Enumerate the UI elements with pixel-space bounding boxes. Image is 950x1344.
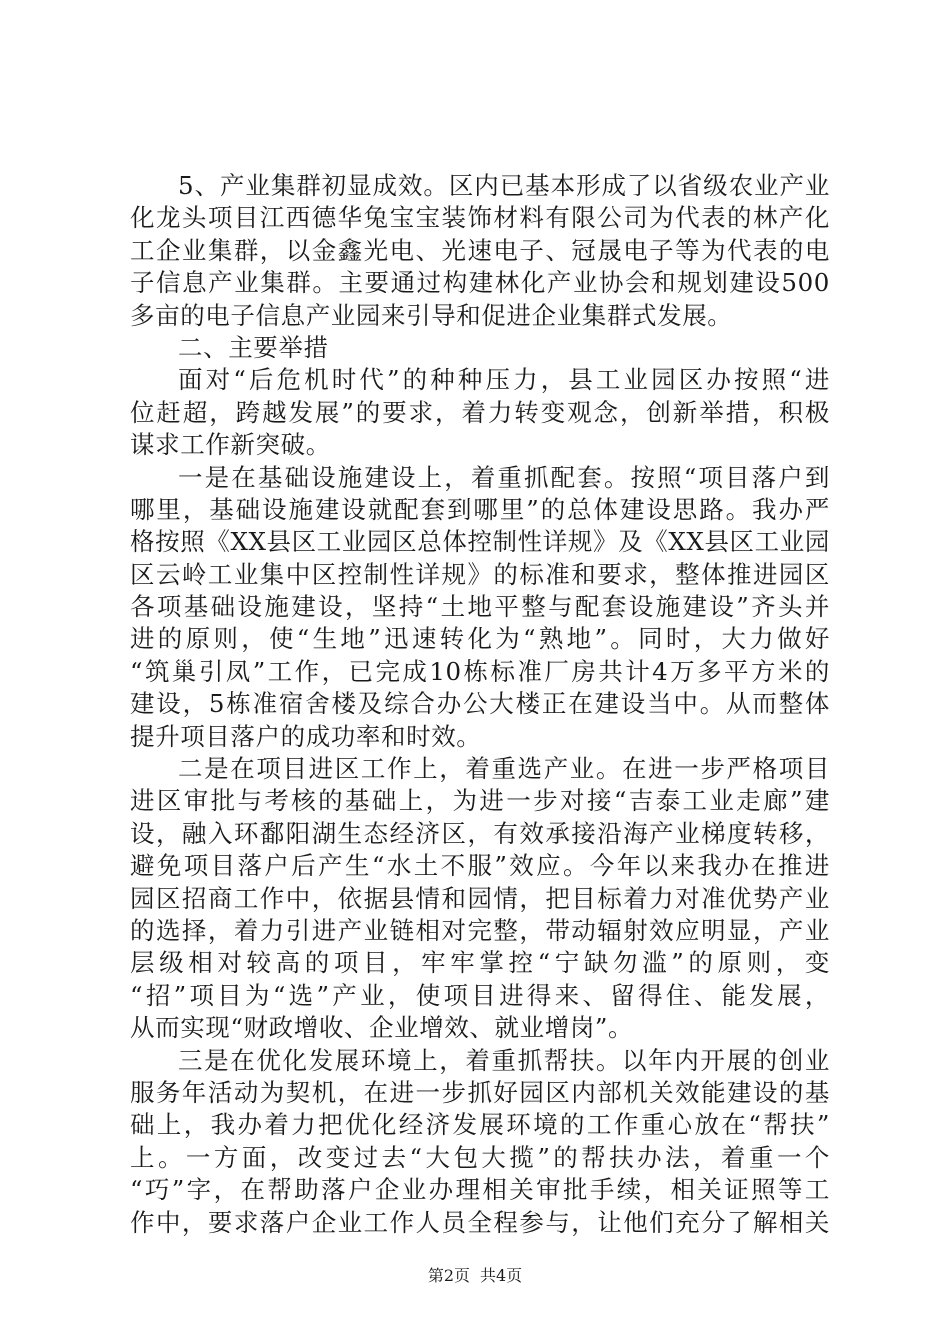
- text-line: 服务年活动为契机，在进一步抓好园区内部机关效能建设的基: [130, 1077, 830, 1107]
- text-line: 上。一方面，改变过去“大包大揽”的帮扶办法，着重一个: [130, 1142, 830, 1172]
- text-line: 设，融入环鄱阳湖生态经济区，有效承接沿海产业梯度转移，: [130, 818, 830, 848]
- text-line: 进区审批与考核的基础上，为进一步对接“吉泰工业走廊”建: [130, 786, 830, 816]
- page-total: 共4页: [480, 1266, 523, 1285]
- page-number: 第2页: [427, 1266, 470, 1285]
- text-line: 工企业集群，以金鑫光电、光速电子、冠晟电子等为代表的电: [130, 235, 830, 265]
- text-line: 层级相对较高的项目，牢牢掌控“宁缺勿滥”的原则，变: [130, 948, 830, 978]
- text-line: 避免项目落户后产生“水土不服”效应。今年以来我办在推进: [130, 851, 830, 881]
- text-line: 二是在项目进区工作上，着重选产业。在进一步严格项目: [178, 754, 830, 784]
- text-line: 的选择，着力引进产业链相对完整，带动辐射效应明显，产业: [130, 915, 830, 945]
- text-line: 三是在优化发展环境上，着重抓帮扶。以年内开展的创业: [178, 1045, 830, 1075]
- page-footer: [0, 1266, 950, 1286]
- text-line: “巧”字，在帮助落户企业办理相关审批手续，相关证照等工: [130, 1175, 830, 1205]
- text-line: 哪里，基础设施建设就配套到哪里”的总体建设思路。我办严: [130, 494, 830, 524]
- text-line: 提升项目落户的成功率和时效。: [130, 721, 482, 751]
- text-line: “招”项目为“选”产业，使项目进得来、留得住、能发展，: [130, 980, 830, 1010]
- text-line: 建设，5栋准宿舍楼及综合办公大楼正在建设当中。从而整体: [130, 689, 830, 719]
- text-line: 一是在基础设施建设上，着重抓配套。按照“项目落户到: [178, 462, 830, 492]
- text-line: 园区招商工作中，依据县情和园情，把目标着力对准优势产业: [130, 883, 830, 913]
- text-line: 谋求工作新突破。: [130, 430, 331, 460]
- text-line: 子信息产业集群。主要通过构建林化产业协会和规划建设500: [130, 268, 830, 298]
- text-line: 进的原则，使“生地”迅速转化为“熟地”。同时，大力做好: [130, 624, 830, 654]
- document-body: [130, 170, 830, 1239]
- text-line: 各项基础设施建设，坚持“土地平整与配套设施建设”齐头并: [130, 592, 830, 622]
- text-line: “筑巢引凤”工作，已完成10栋标准厂房共计4万多平方米的: [130, 656, 830, 686]
- text-line: 础上，我办着力把优化经济发展环境的工作重心放在“帮扶”: [130, 1110, 830, 1140]
- text-line: 二、主要举措: [178, 332, 329, 362]
- text-line: 位赶超，跨越发展”的要求，着力转变观念，创新举措，积极: [130, 397, 830, 427]
- text-line: 化龙头项目江西德华兔宝宝装饰材料有限公司为代表的林产化: [130, 203, 830, 233]
- text-line: 从而实现“财政增收、企业增效、就业增岗”。: [130, 1013, 634, 1043]
- text-line: 格按照《XX县区工业园区总体控制性详规》及《XX县区工业园: [130, 527, 830, 557]
- text-line: 5、产业集群初显成效。区内已基本形成了以省级农业产业: [178, 171, 830, 200]
- text-line: 多亩的电子信息产业园来引导和促进企业集群式发展。: [130, 300, 733, 330]
- text-line: 面对“后危机时代”的种种压力，县工业园区办按照“进: [178, 365, 830, 395]
- text-line: 作中，要求落户企业工作人员全程参与，让他们充分了解相关: [130, 1207, 830, 1237]
- text-line: 区云岭工业集中区控制性详规》的标准和要求，整体推进园区: [130, 559, 830, 589]
